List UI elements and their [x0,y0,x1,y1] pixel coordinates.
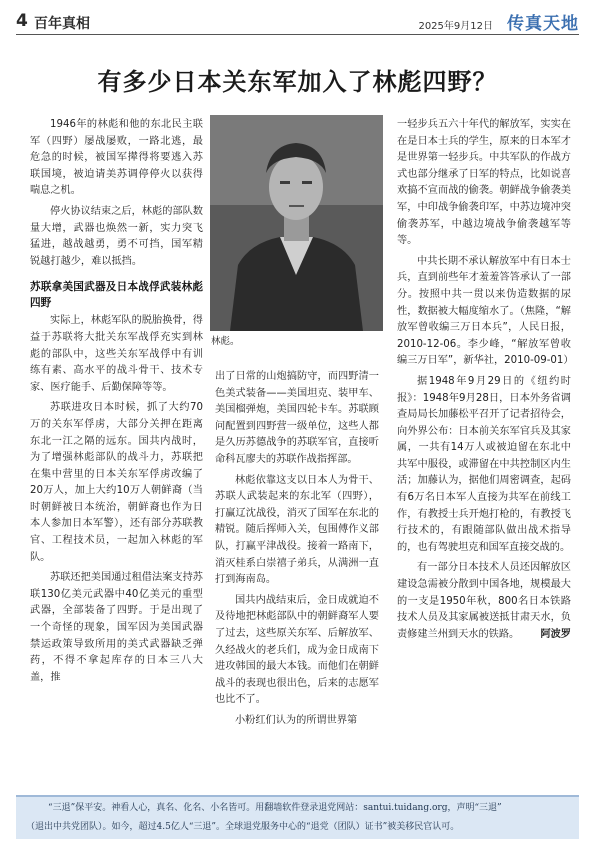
article-headline: 有多少日本关东军加入了林彪四野？ [97,68,498,96]
paragraph-text: 有一部分日本技术人员还因解放区建设急需被分散到中国各地，规模最大的一支是1950年秋，800名日本铁路技术人员及其家属被送抵甘肃天水，负责修建兰州到天水的铁路。 [397,562,571,640]
paragraph: 中共长期不承认解放军中有日本士兵，直到前些年才羞羞答答承认了一部分。按照中共一贯以来伪造数据的尿性，数据被大幅度缩水了。（焦隆，“解放军曾收编三万日本兵”，人民日报，2010-12-06。李少峰，“解放军曾收编三万日军”，新华社，2010-09-01） [397,255,574,367]
author-byline: 阿波罗 [540,628,571,640]
paragraph: 国共内战结束后，金日成就迫不及待地把林彪部队中的朝鲜裔军人要了过去，这些原关东军、后解放军、久经战火的老兵们，成为金日成南下进攻韩国的最大本钱。而他们在朝鲜战斗的表现也很出色，后来的志愿军也比不了。 [215,594,379,706]
paragraph: 出了日常的山炮搞防守，而四野清一色美式装备——美国坦克、装甲车、美国榴弹炮，美国四轮卡车。苏联顾问配置到四野营一级单位，这些人都是久历苏德战争的苏联军官，直接听命科瓦廖夫的苏联作战指挥部。 [215,371,379,465]
subheading: 苏联拿美国武器及日本战俘武装林彪四野 [30,281,203,309]
paragraph: 据1948年9月29日的《纽约时报》：1948年9月28日，日本外务省调查局局长加藤松平召开了记者招待会，向外界公布：日本前关东军官兵及其家属，一共有14万人或被迫留在东北中共军中服役，或滞留在中共控制区内生活；加藤认为，据他们周密调查，起码有6万名日本军人直接为共军在前线工作，有教授士兵开炮打枪的，有教授飞行技术的，有跟随部队做出战术指导的，也有驾驶坦克和国军直接交战的。 [397,375,571,553]
paragraph: 停火协议结束之后，林彪的部队数量大增，武器也焕然一新，实力突飞猛进，越战越勇，勇不可挡，国军精锐越打越少，难以抵挡。 [30,205,203,267]
header-divider [16,34,579,35]
footer-notice [16,795,579,839]
paragraph: 一轻步兵五六十年代的解放军，实实在在是日本士兵的学生，原来的日本军才是世界第一轻步兵。中共军队的作战方式也部分继承了日军的特点，比如说喜欢搞不宣而战的偷袭。朝鲜战争偷袭美军，中印战争偷袭印军，中苏边境冲突偷袭苏军，中越边境战争偷袭越军等等。 [397,119,571,247]
portrait-photo [210,115,383,331]
article-column-1 [30,117,203,690]
paragraph: 小粉红们认为的所谓世界第 [235,714,358,726]
paragraph: 林彪依靠这支以日本人为骨干、苏联人武装起来的东北军（四野），打赢辽沈战役，消灭了国军在东北的精锐。随后挥师入关，包围傅作义部队，打赢平津战役。接着一路南下，消灭桂系白崇禧子弟兵，从满洲一直打到海南岛。 [215,474,379,586]
notice-line-2: （退出中共党团队）。如今，超过4.5亿人“三退”。全球退党服务中心的“退党（团队）证书”被美移民官认可。 [26,822,460,832]
publication-date: 2025年9月12日 [418,21,493,32]
page-number: 4 [16,11,28,31]
article-column-3 [397,117,574,647]
paragraph: 苏联还把美国通过租借法案支持苏联130亿美元武器中40亿美元的重型武器，全部装备了四野。于是出现了一个奇怪的现象，国军因为美国武器禁运政策导致所用的美式武器缺乏弹药，不得不拿起库存的日本三八大盖，推 [30,572,203,683]
notice-line-1: “三退”保平安。神看人心，真名、化名、小名皆可。用翻墙软件登录退党网站：santui.tuidang.org，声明“三退” [48,803,502,813]
section-name: 百年真相 [34,16,90,32]
page-header [16,8,579,46]
paragraph: 苏联进攻日本时候，抓了大约70万的关东军俘虏，大部分关押在距离东北一江之隔的远东。国共内战时，为了增强林彪部队的战斗力，苏联把在集中营里的日本关东军俘虏改编了20万人，加上大约10万人朝鲜裔（当时朝鲜被日本统治，朝鲜裔也作为日本人参加日本军警），还有部分苏联教官、工程技术员，一起加入林彪的军队。 [30,402,203,563]
masthead-logo: 传真天地 [507,14,579,34]
photo-caption: 林彪。 [211,336,240,347]
article-column-2 [215,369,379,733]
paragraph [397,560,571,643]
portrait-image [210,115,383,331]
paragraph: 实际上，林彪军队的脱胎换骨，得益于苏联将大批关东军战俘充实到林彪的部队中，这些关东军战俘中有训练有素、高水平的战斗骨干、技术专家、医疗能手、后勤保障等等。 [30,315,203,393]
paragraph: 1946年的林彪和他的东北民主联军（四野）屡战屡败，一路北逃，最危急的时候，被国军撵得将要逃入苏联国境，被迫请美苏调停停火以获得喘息之机。 [30,119,203,197]
